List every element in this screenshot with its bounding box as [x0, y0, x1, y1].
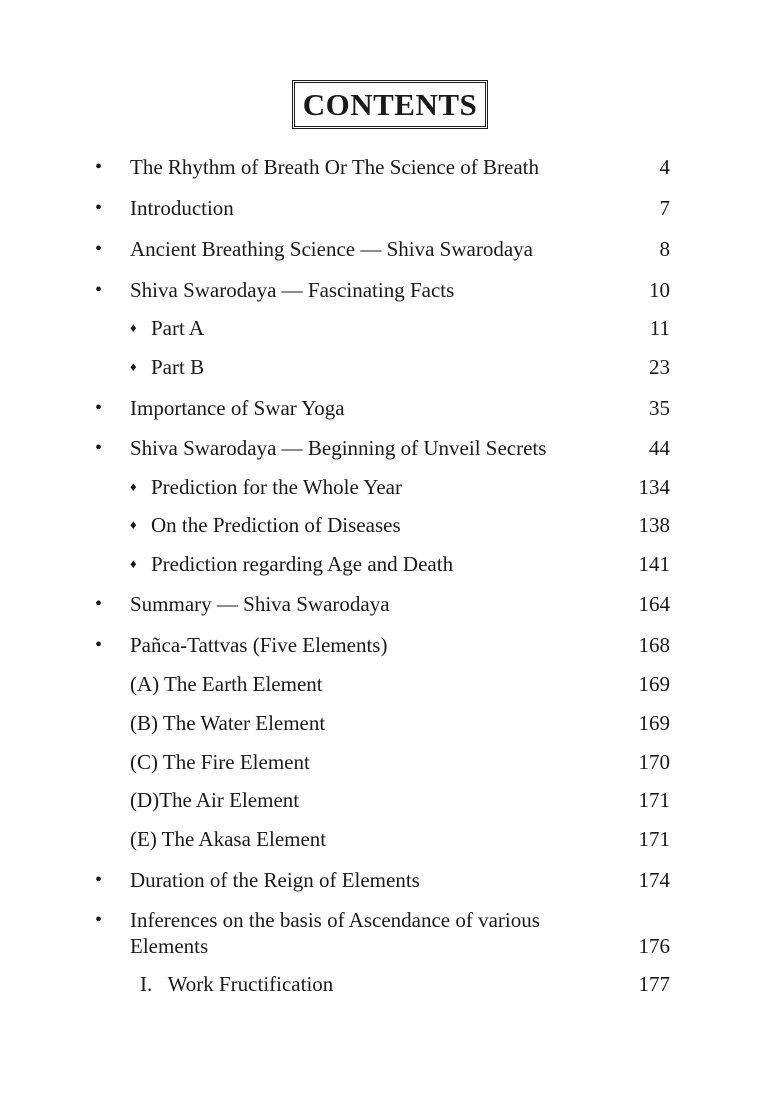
- toc-entry-page: 44: [649, 436, 670, 460]
- toc-entry-page: 169: [638, 672, 670, 696]
- toc-entry-label: Importance of Swar Yoga: [130, 396, 345, 420]
- bullet-icon: •: [95, 197, 103, 219]
- toc-entry-page: 174: [638, 868, 670, 892]
- toc-entry-page: 168: [638, 633, 670, 657]
- toc-entry-page: 23: [649, 355, 670, 379]
- diamond-bullet-icon: ♦: [130, 479, 137, 494]
- toc-entry-page: 8: [659, 237, 670, 261]
- bullet-icon: •: [95, 869, 103, 891]
- toc-entry-page: 4: [659, 155, 670, 179]
- toc-entry-page: 11: [649, 316, 670, 340]
- toc-entry-page: 164: [638, 592, 670, 616]
- toc-entry-page: 169: [638, 711, 670, 735]
- toc-entry-label: Shiva Swarodaya — Fascinating Facts: [130, 278, 455, 302]
- toc-entry-page: 141: [638, 552, 670, 576]
- toc-entry-label: On the Prediction of Diseases: [151, 513, 401, 537]
- toc-entry-page: 176: [638, 934, 670, 958]
- toc-entry-label: I. Work Fructification: [140, 972, 334, 996]
- toc-entry-label: Part B: [151, 355, 205, 379]
- toc-entry-page: 138: [638, 513, 670, 537]
- toc-entry-label: (B) The Water Element: [130, 711, 326, 735]
- toc-entry-page: 35: [649, 396, 670, 420]
- toc-entry-page: 10: [649, 278, 670, 302]
- toc-entry-label: Pañca-Tattvas (Five Elements): [130, 633, 388, 657]
- diamond-bullet-icon: ♦: [130, 517, 137, 532]
- toc-entry-label: (D)The Air Element: [130, 788, 300, 812]
- toc-entry-label: Duration of the Reign of Elements: [130, 868, 420, 892]
- bullet-icon: •: [95, 634, 103, 656]
- toc-entry-page: 170: [638, 750, 670, 774]
- diamond-bullet-icon: ♦: [130, 320, 137, 335]
- bullet-icon: •: [95, 397, 103, 419]
- toc-entry-page: 171: [638, 827, 670, 851]
- bullet-icon: •: [95, 279, 103, 301]
- toc-entry-label: Introduction: [130, 196, 234, 220]
- toc-entry-label: Ancient Breathing Science — Shiva Swarodaya: [130, 237, 533, 261]
- toc-entry-label: Summary — Shiva Swarodaya: [130, 592, 390, 616]
- bullet-icon: •: [95, 909, 103, 931]
- toc-entry-label: (E) The Akasa Element: [130, 827, 327, 851]
- toc-entry-label: (C) The Fire Element: [130, 750, 310, 774]
- toc-entry-page: 134: [638, 475, 670, 499]
- bullet-icon: •: [95, 156, 103, 178]
- bullet-icon: •: [95, 437, 103, 459]
- toc-entry-label: (A) The Earth Element: [130, 672, 323, 696]
- diamond-bullet-icon: ♦: [130, 556, 137, 571]
- toc-entry-page: 7: [659, 196, 670, 220]
- page-title: CONTENTS: [292, 80, 489, 129]
- toc-entry-label: Shiva Swarodaya — Beginning of Unveil Secrets: [130, 436, 547, 460]
- toc-entry-label: Part A: [151, 316, 205, 340]
- toc-entry-page: 177: [638, 972, 670, 996]
- title-area: [0, 80, 780, 129]
- bullet-icon: •: [95, 593, 103, 615]
- diamond-bullet-icon: ♦: [130, 359, 137, 374]
- toc-entry-label: The Rhythm of Breath Or The Science of Breath: [130, 155, 539, 179]
- toc-entry-label: Prediction for the Whole Year: [151, 475, 402, 499]
- toc-entry-page: 171: [638, 788, 670, 812]
- toc-entry-label: Prediction regarding Age and Death: [151, 552, 454, 576]
- bullet-icon: •: [95, 238, 103, 260]
- toc-entry-label: Inferences on the basis of Ascendance of various Elements: [130, 908, 540, 958]
